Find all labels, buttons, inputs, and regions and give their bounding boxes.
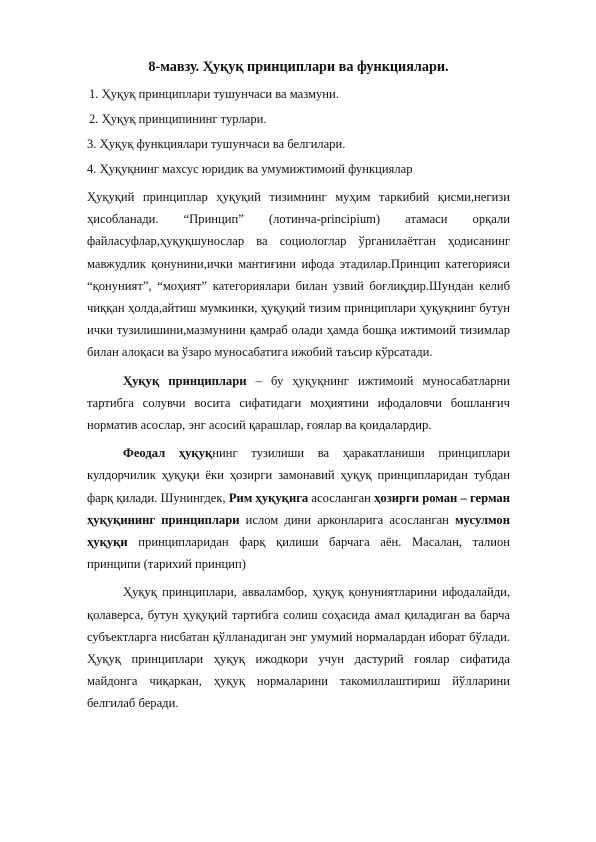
- term-romano-germanic-law: ҳозирги роман – герман ҳуқуқининг принциплари: [87, 490, 510, 527]
- term-roman-law: Рим ҳуқуқига: [228, 490, 309, 505]
- plan-item-1: 1. Ҳуқуқ принциплари тушунчаси ва мазмуни.: [89, 87, 339, 101]
- document-page: [87, 58, 510, 721]
- text-segment: ислом дини арконларига асосланган: [239, 512, 456, 527]
- term-law-principles: Ҳуқуқ принциплари: [123, 373, 247, 388]
- plan-item-4: 4. Ҳуқуқнинг махсус юридик ва умумижтимоий функциялар: [87, 162, 413, 176]
- paragraph-conclusion: Ҳуқуқ принциплари, авваламбор, ҳуқуқ қонуниятларини ифодалайди, қолаверса, бутун ҳуқуқий тартибга солиш соҳасида амал қиладиган ва барча субъектларга нисбатан қўлланадиган энг умумий нормалардан иборат бўлади. Ҳуқуқ принциплари ҳуқуқ ижодкори учун дастурий ғоялар сифатида майдонга чиқаркан, ҳуқуқ нормаларини такомиллаштириш йўлларини белгилаб беради.: [87, 585, 510, 711]
- text-segment: нинг тузилиши ва ҳаракатланиши принциплари кулдорчилик ҳуқуқи ёки ҳозирги замонавий ҳуқуқ принципларидан тубдан фарқ қилади. Шунингдек,: [87, 446, 510, 505]
- definition-text: – бу ҳуқуқнинг ижтимоий муносабатларни тартибга солувчи восита сифатидаги моҳиятини ифодаловчи бошланғич норматив асослар, энг асосий қарашлар, ғоялар ва қоидалардир.: [87, 373, 510, 433]
- text-segment: принципларидан фарқ қилиши барчага аён. Масалан, талион принципи (тарихий принцип): [87, 535, 510, 572]
- term-feudal-law: Феодал ҳуқуқ: [123, 446, 213, 461]
- text-segment: асосланган: [308, 490, 375, 505]
- paragraph-definition: [87, 370, 510, 437]
- paragraph-legal-systems: [87, 442, 510, 575]
- page-title: 8-мавзу. Ҳуқуқ принциплари ва функциялари.: [148, 59, 449, 75]
- term-muslim-law: мусулмон ҳуқуқи: [87, 512, 510, 550]
- plan-item-2: 2. Ҳуқуқ принципининг турлари.: [89, 112, 267, 126]
- plan-item-3: 3. Ҳуқуқ функциялари тушунчаси ва белгилари.: [87, 137, 346, 151]
- paragraph-intro: Ҳуқуқий принциплар ҳуқуқий тизимнинг муҳим таркибий қисми,негизи ҳисобланади. “Принцип” (лотинча-principium) атамаси орқали файласуфлар,ҳуқуқшунослар ва социологлар ўрганилаётган ҳодисанинг мавжудлик қонунини,ички мантиғини ифода этадилар.Принцип категорияси “қонуният”, “моҳият” категориялари билан узвий боғлиқдир.Шундан келиб чиққан ҳолда,айтиш мумкинки, ҳуқуқий тизим принциплари ҳуқуқнинг бутун ички тузилишини,мазмунини қамраб олади ҳамда бошқа ижтимоий тизимлар билан алоқаси ва ўзаро муносабатига ижобий таъсир кўрсатади.: [87, 190, 510, 360]
